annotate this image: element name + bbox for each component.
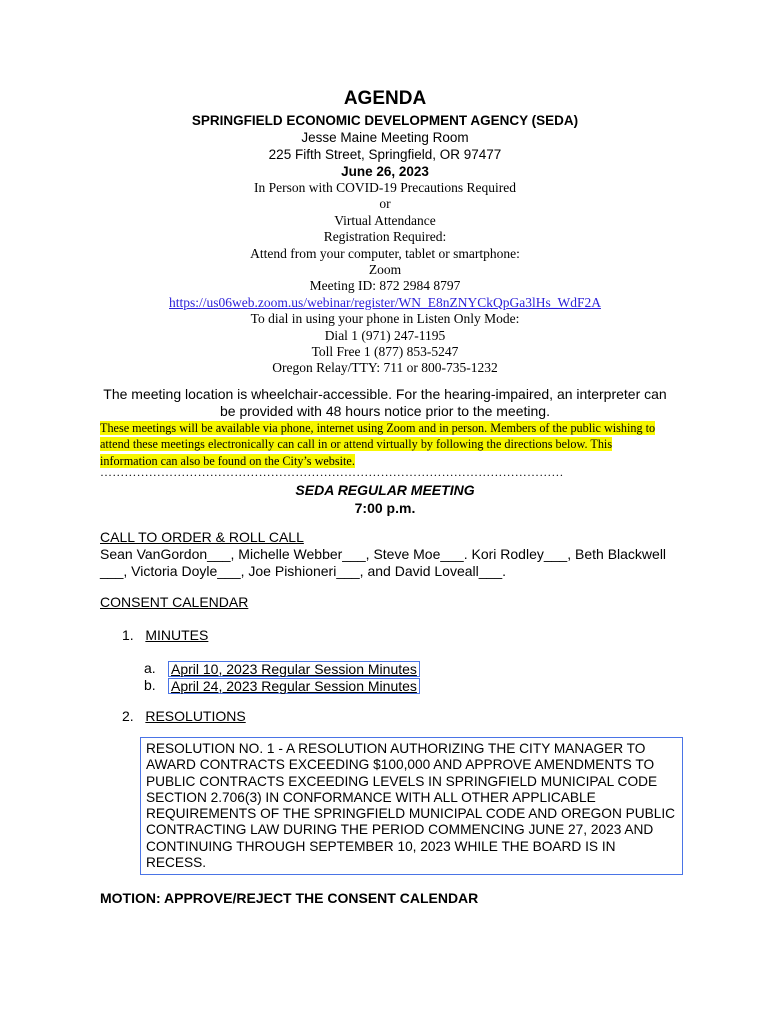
item-number: 1. xyxy=(122,627,134,643)
roll-call-list: Sean VanGordon___, Michelle Webber___, Steve Moe___. Kori Rodley___, Beth Blackwell ___, Victoria Doyle___, Joe Pishioneri___, and David Loveall___. xyxy=(100,546,667,579)
resolutions-item xyxy=(122,708,246,725)
dial-number: Dial 1 (971) 247-1195 xyxy=(324,327,446,343)
relay-number: Oregon Relay/TTY: 711 or 800-735-1232 xyxy=(272,360,498,376)
call-to-order-heading: CALL TO ORDER & ROLL CALL xyxy=(100,529,304,545)
item-number: 2. xyxy=(122,708,134,724)
zoom-registration-link[interactable]: https://us06web.zoom.us/webinar/register/WN_E8nZNYCkQpGa3lHs_WdF2A xyxy=(169,294,601,310)
page-title: AGENDA xyxy=(343,88,427,109)
meeting-address: 225 Fifth Street, Springfield, OR 97477 xyxy=(268,147,502,162)
resolutions-heading: RESOLUTIONS xyxy=(145,708,246,724)
resolution-link-box[interactable]: RESOLUTION NO. 1 - A RESOLUTION AUTHORIZING THE CITY MANAGER TO AWARD CONTRACTS EXCEEDING $100,000 AND APPROVE AMENDMENTS TO PUBLIC CONTRACTS EXCEEDING LEVELS IN SPRINGFIELD MUNICIPAL CODE SECTION 2.706(3) IN CONFORMANCE WITH ALL OTHER APPLICABLE REQUIREMENTS OF THE SPRINGFIELD MUNICIPAL CODE AND OREGON PUBLIC CONTRACTING LAW DURING THE PERIOD COMMENCING JUNE 27, 2023 AND CONTINUING THROUGH SEPTEMBER 10, 2023 WHILE THE BOARD IS IN RECESS. xyxy=(140,737,683,875)
meeting-date: June 26, 2023 xyxy=(341,164,429,179)
or-text: or xyxy=(379,196,391,212)
meeting-heading xyxy=(0,481,770,517)
agenda-header xyxy=(0,86,770,377)
accessibility-note: The meeting location is wheelchair-accessible. For the hearing-impaired, an interpreter can be provided with 48 hours notice prior to the meeting. xyxy=(103,386,667,419)
minutes-heading: MINUTES xyxy=(145,627,209,643)
list-item xyxy=(144,660,420,677)
platform-name: Zoom xyxy=(368,262,402,278)
meeting-id: Meeting ID: 872 2984 8797 xyxy=(309,278,461,294)
notice-line: These meetings will be available via phone, internet using Zoom and in person. Members of the public wishing to xyxy=(100,421,656,435)
notice-line: information can also be found on the City’s website. xyxy=(100,453,355,468)
meeting-time: 7:00 p.m. xyxy=(354,500,416,516)
toll-free-number: Toll Free 1 (877) 853-5247 xyxy=(311,344,459,360)
motion-statement: MOTION: APPROVE/REJECT THE CONSENT CALENDAR xyxy=(100,890,479,906)
list-letter: a. xyxy=(144,660,156,676)
registration-required: Registration Required: xyxy=(323,229,447,245)
consent-calendar-heading: CONSENT CALENDAR xyxy=(100,594,249,610)
attend-from: Attend from your computer, tablet or smartphone: xyxy=(250,245,520,261)
meeting-title: SEDA REGULAR MEETING xyxy=(295,482,475,498)
public-notice xyxy=(100,420,670,469)
list-letter: b. xyxy=(144,677,156,693)
minutes-link-april-10[interactable]: April 10, 2023 Regular Session Minutes xyxy=(168,661,420,677)
in-person-note: In Person with COVID-19 Precautions Required xyxy=(253,180,517,195)
minutes-item xyxy=(122,627,208,644)
minutes-link-april-24[interactable]: April 24, 2023 Regular Session Minutes xyxy=(168,678,420,694)
notice-line: attend these meetings electronically can call in or attend virtually by following the directions below. This xyxy=(100,437,613,452)
virtual-attendance: Virtual Attendance xyxy=(334,212,436,228)
meeting-room: Jesse Maine Meeting Room xyxy=(301,130,469,145)
call-to-order-section xyxy=(100,529,680,580)
dotted-divider: …………………………………………………………………………………………………… xyxy=(100,465,564,479)
agency-name: SPRINGFIELD ECONOMIC DEVELOPMENT AGENCY (SEDA) xyxy=(191,113,579,128)
minutes-list xyxy=(144,660,420,694)
list-item xyxy=(144,677,420,694)
dial-intro: To dial in using your phone in Listen Only Mode: xyxy=(250,311,520,327)
